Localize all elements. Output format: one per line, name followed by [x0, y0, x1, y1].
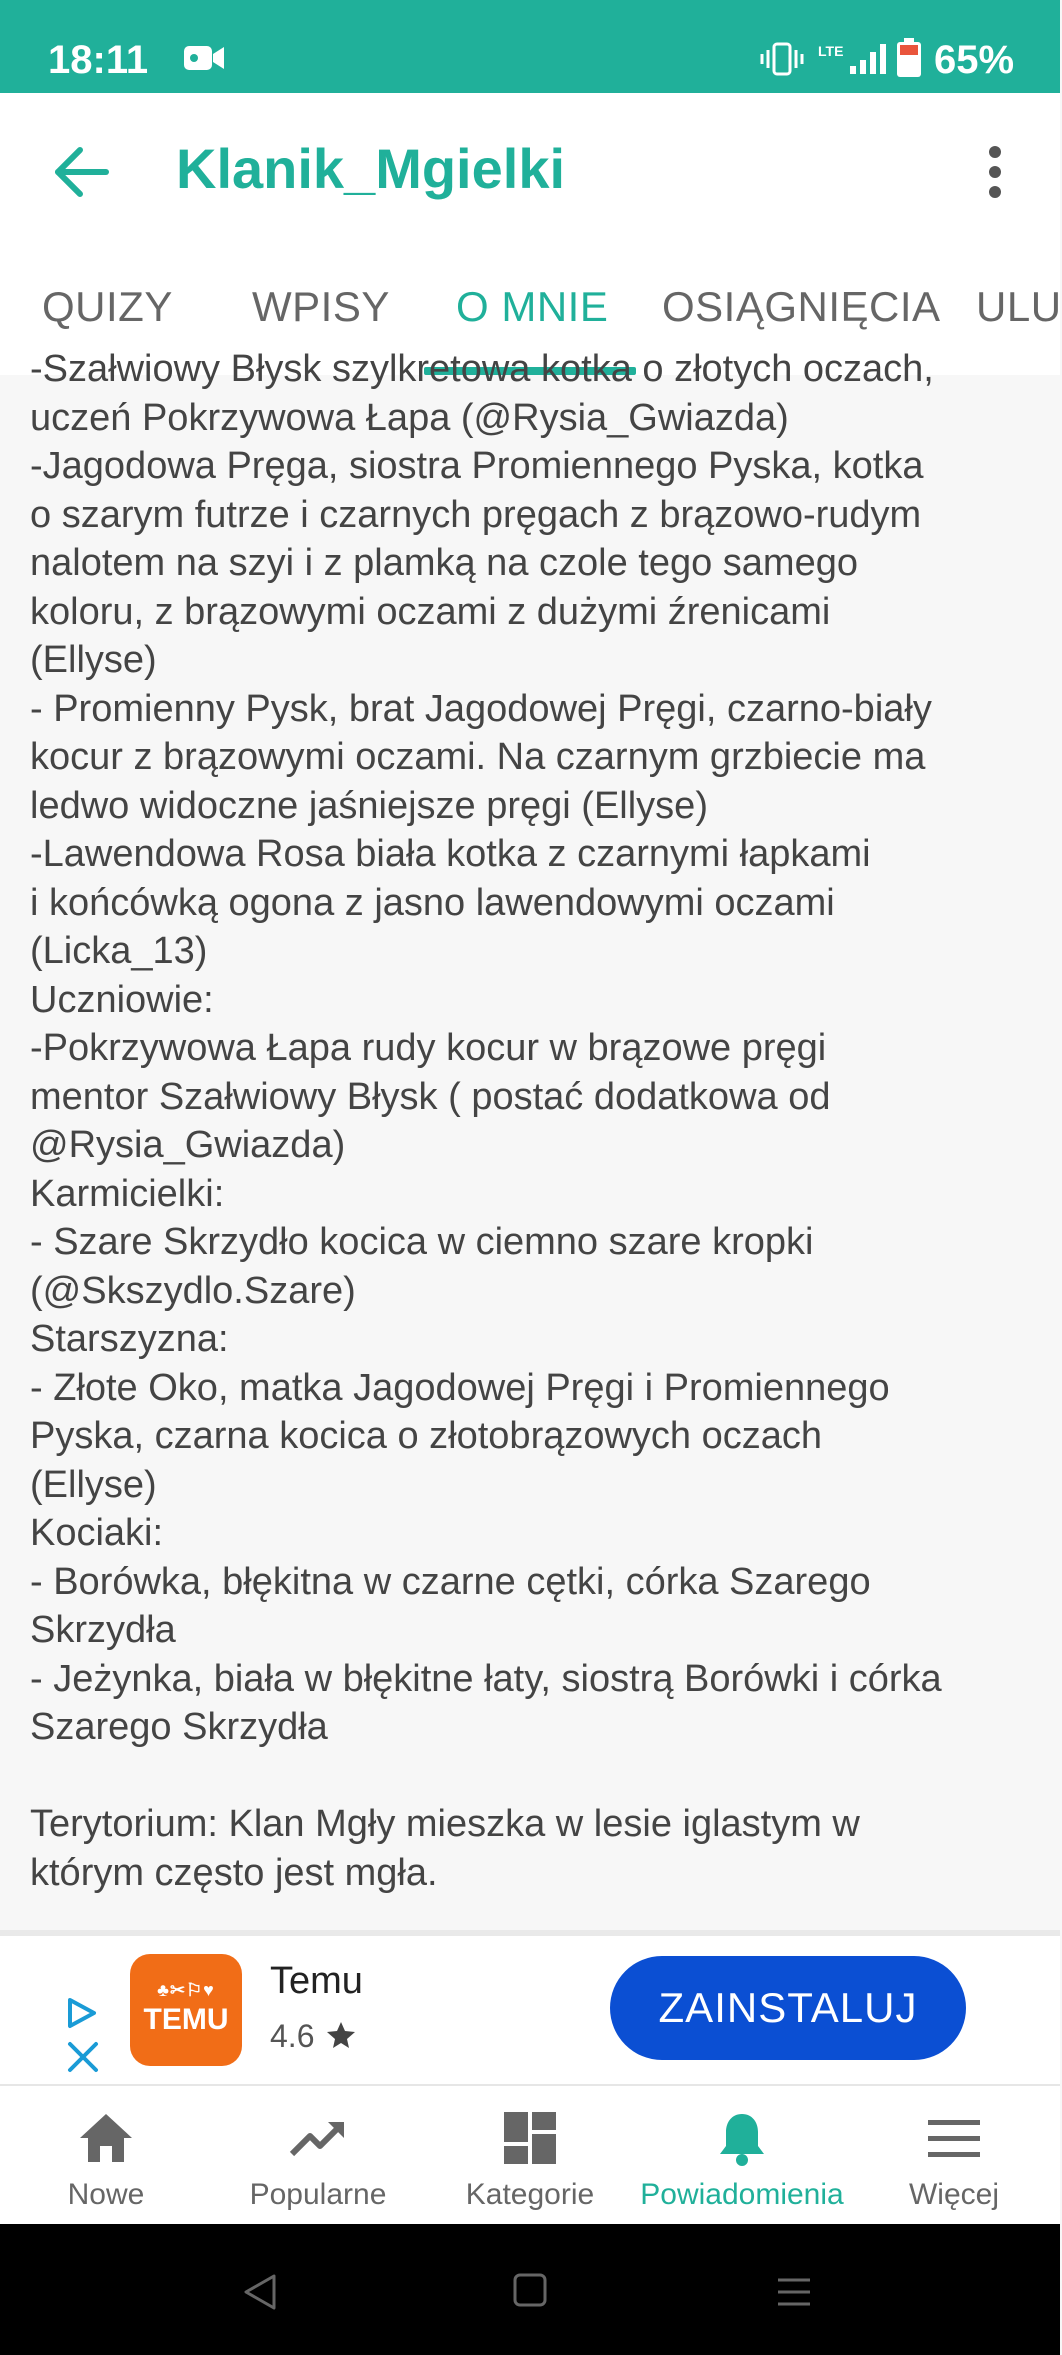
- nav-nowe[interactable]: [0, 2086, 212, 2226]
- text-line: - Szare Skrzydło kocica w ciemno szare kropki: [30, 1221, 814, 1263]
- text-line: Pyska, czarna kocica o złotobrązowych oczach: [30, 1415, 823, 1457]
- temu-logo-text: TEMU: [143, 2003, 229, 2036]
- star-icon: [326, 2020, 356, 2050]
- dashboard-icon: [500, 2108, 560, 2168]
- system-home-icon[interactable]: [512, 2272, 548, 2308]
- text-line: którym często jest mgła.: [30, 1851, 438, 1894]
- nav-popularne[interactable]: [212, 2086, 424, 2226]
- text-line: [30, 1752, 1040, 1801]
- ad-close-icon[interactable]: [66, 2040, 100, 2074]
- text-line: - Borówka, błękitna w czarne cętki, córka Szarego: [30, 1560, 871, 1603]
- about-text: [30, 345, 1040, 1897]
- text-line: -Lawendowa Rosa biała kotka z czarnymi łapkami: [30, 833, 871, 875]
- ad-rating: 4.6: [270, 2018, 315, 2054]
- text-line: nalotem na szyi i z plamką na czole tego samego: [30, 542, 858, 584]
- tab-o-mnie[interactable]: O MNIE: [456, 283, 609, 330]
- menu-icon: [924, 2108, 984, 2168]
- bell-icon: [712, 2108, 772, 2168]
- text-line: kocur z brązowymi oczami. Na czarnym grzbiecie ma: [30, 736, 926, 778]
- system-navigation-bar: [0, 2224, 1060, 2355]
- tab-osiagniecia[interactable]: OSIĄGNIĘCIA: [662, 283, 941, 330]
- vibrate-icon: [760, 42, 804, 76]
- text-line: (@Skszydlo.Szare): [30, 1269, 356, 1312]
- install-button[interactable]: ZAINSTALUJ: [610, 1956, 966, 2060]
- battery-icon: [896, 38, 922, 78]
- text-line: Skrzydła: [30, 1609, 176, 1651]
- text-line: - Jeżynka, biała w błękitne łaty, siostrą Borówki i córka: [30, 1657, 942, 1700]
- page-title: Klanik_Mgielki: [176, 137, 566, 200]
- system-back-icon[interactable]: [240, 2272, 280, 2312]
- text-line: Terytorium: Klan Mgły mieszka w lesie iglastym w: [30, 1803, 860, 1845]
- battery-percent: 65%: [934, 38, 1015, 82]
- nav-label: Kategorie: [465, 2178, 595, 2211]
- lte-signal-icon: [818, 40, 888, 76]
- nav-wiecej[interactable]: [848, 2086, 1060, 2226]
- text-line: - Złote Oko, matka Jagodowej Pręgi i Promiennego: [30, 1366, 890, 1409]
- text-line: mentor Szałwiowy Błysk ( postać dodatkowa od: [30, 1075, 831, 1118]
- text-line: Uczniowie:: [30, 978, 214, 1021]
- more-options-icon[interactable]: [980, 142, 1010, 202]
- system-recents-icon[interactable]: [774, 2272, 814, 2312]
- nav-label: Więcej: [908, 2178, 999, 2211]
- nav-label: Popularne: [249, 2178, 387, 2211]
- back-arrow-icon[interactable]: [52, 142, 112, 202]
- text-line: Kociaki:: [30, 1512, 164, 1554]
- svg-text:LTE: LTE: [818, 43, 844, 59]
- nav-label: Nowe: [67, 2178, 145, 2211]
- text-line: Karmicielki:: [30, 1172, 225, 1215]
- text-line: (Ellyse): [30, 639, 157, 681]
- tab-quizy[interactable]: QUIZY: [42, 283, 173, 330]
- about-content[interactable]: [0, 348, 1060, 1930]
- status-bar: [0, 0, 1060, 93]
- text-line: (Licka_13): [30, 930, 208, 972]
- home-icon: [76, 2108, 136, 2168]
- text-line: -Pokrzywowa Łapa rudy kocur w brązowe pręgi: [30, 1027, 827, 1069]
- text-line: Starszyzna:: [30, 1318, 229, 1360]
- text-line: - Promienny Pysk, brat Jagodowej Pręgi, czarno-biały: [30, 687, 932, 730]
- video-camera-icon: [182, 42, 226, 74]
- text-line: koloru, z brązowymi oczami z dużymi źrenicami: [30, 590, 831, 633]
- text-line: @Rysia_Gwiazda): [30, 1124, 346, 1166]
- nav-powiadomienia[interactable]: [636, 2086, 848, 2226]
- text-line: (Ellyse): [30, 1463, 157, 1506]
- nav-kategorie[interactable]: [424, 2086, 636, 2226]
- text-line: i końcówką ogona z jasno lawendowymi oczami: [30, 881, 835, 924]
- ad-choices-icon[interactable]: [64, 1996, 98, 2030]
- temu-logo[interactable]: [130, 1954, 242, 2066]
- text-line: Szarego Skrzydła: [30, 1706, 328, 1748]
- temu-logo-glyphs: ♣✂⚐♥: [157, 1980, 215, 2000]
- trending-up-icon: [288, 2108, 348, 2168]
- text-line: uczeń Pokrzywowa Łapa (@Rysia_Gwiazda): [30, 396, 789, 439]
- bottom-navigation: [0, 2084, 1060, 2226]
- tab-wpisy[interactable]: WPISY: [252, 283, 390, 330]
- ad-banner[interactable]: [0, 1936, 1060, 2084]
- nav-label: Powiadomienia: [640, 2178, 844, 2211]
- status-time: 18:11: [48, 38, 149, 82]
- tab-ulubione[interactable]: ULU: [976, 283, 1062, 330]
- ad-app-name: Temu: [270, 1960, 363, 2002]
- text-line: ledwo widoczne jaśniejsze pręgi (Ellyse): [30, 784, 708, 827]
- text-line: -Jagodowa Pręga, siostra Promiennego Pyska, kotka: [30, 445, 924, 487]
- text-line: o szarym futrze i czarnych pręgach z brązowo-rudym: [30, 493, 922, 536]
- text-line: -Szałwiowy Błysk szylkretowa kotka o złotych oczach,: [30, 348, 934, 390]
